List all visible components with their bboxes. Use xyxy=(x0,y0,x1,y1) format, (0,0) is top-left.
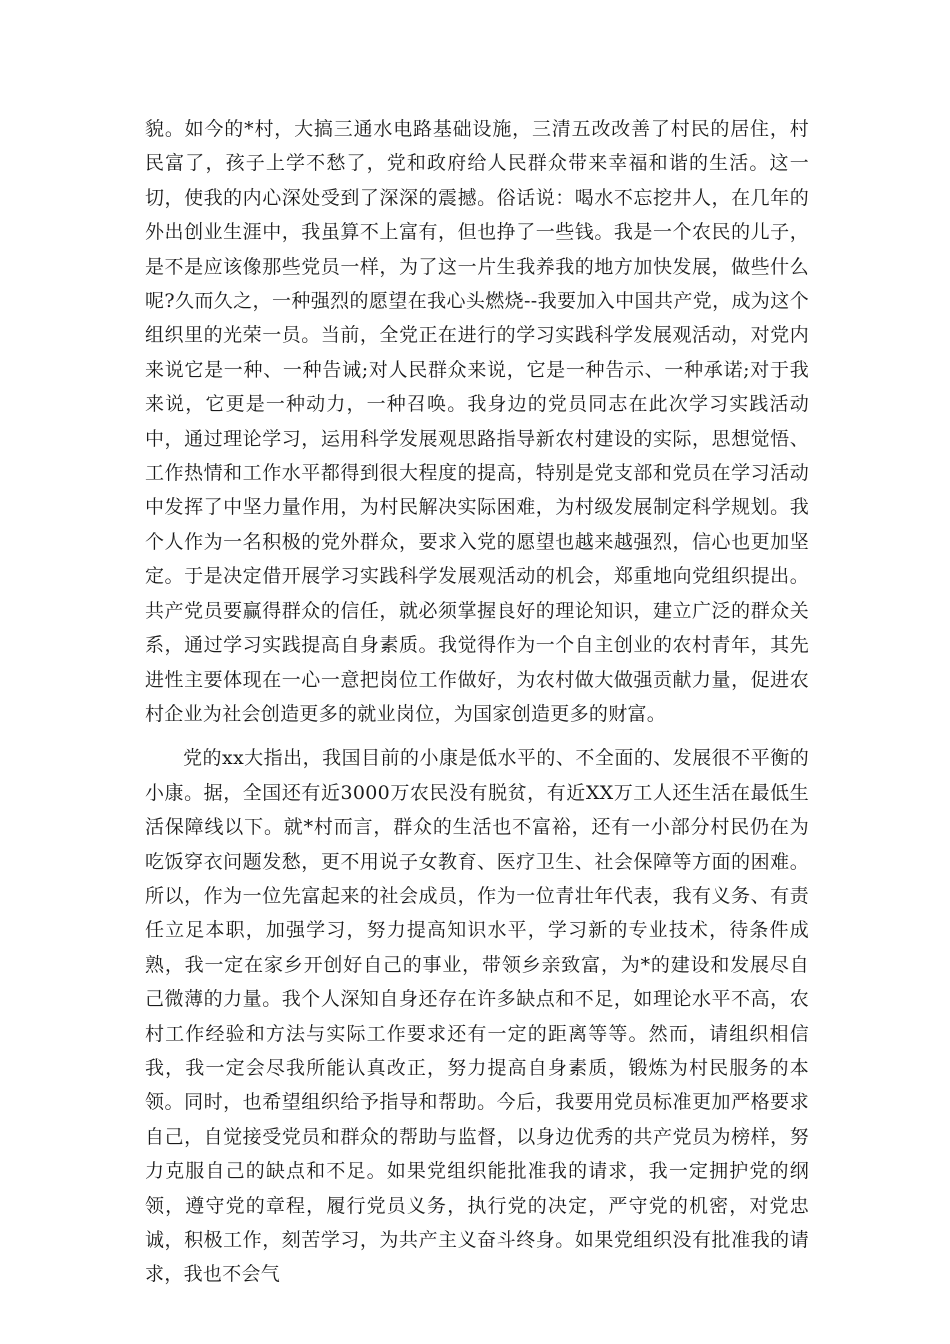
document-body xyxy=(145,112,809,1292)
paragraph-1: 貌。如今的*村，大搞三通水电路基础设施，三清五改改善了村民的居住，村民富了，孩子上学不愁了，党和政府给人民群众带来幸福和谐的生活。这一切，使我的内心深处受到了深深的震撼。俗话说：喝水不忘挖井人，在几年的外出创业生涯中，我虽算不上富有，但也挣了一些钱。我是一个农民的儿子，是不是应该像那些党员一样，为了这一片生我养我的地方加快发展，做些什么呢?久而久之，一种强烈的愿望在我心头燃烧--我要加入中国共产党，成为这个组织里的光荣一员。当前，全党正在进行的学习实践科学发展观活动，对党内来说它是一种、一种告诫;对人民群众来说，它是一种告示、一种承诺;对于我来说，它更是一种动力，一种召唤。我身边的党员同志在此次学习实践活动中，通过理论学习，运用科学发展观思路指导新农村建设的实际，思想觉悟、工作热情和工作水平都得到很大程度的提高，特别是党支部和党员在学习活动中发挥了中坚力量作用，为村民解决实际困难，为村级发展制定科学规划。我个人作为一名积极的党外群众，要求入党的愿望也越来越强烈，信心也更加坚定。于是决定借开展学习实践科学发展观活动的机会，郑重地向党组织提出。共产党员要赢得群众的信任，就必须掌握良好的理论知识，建立广泛的群众关系，通过学习实践提高自身素质。我觉得作为一个自主创业的农村青年，其先进性主要体现在一心一意把岗位工作做好，为农村做大做强贡献力量，促进农村企业为社会创造更多的就业岗位，为国家创造更多的财富。 xyxy=(145,118,809,725)
paragraph-2: 党的xx大指出，我国目前的小康是低水平的、不全面的、发展很不平衡的小康。据，全国还有近3000万农民没有脱贫，有近XX万工人还生活在最低生活保障线以下。就*村而言，群众的生活也不富裕，还有一小部分村民仍在为吃饭穿衣问题发愁，更不用说子女教育、医疗卫生、社会保障等方面的困难。所以，作为一位先富起来的社会成员，作为一位青壮年代表，我有义务、有责任立足本职，加强学习，努力提高知识水平，学习新的专业技术，待条件成熟，我一定在家乡开创好自己的事业，带领乡亲致富，为*的建设和发展尽自己微薄的力量。我个人深知自身还存在许多缺点和不足，如理论水平不高，农村工作经验和方法与实际工作要求还有一定的距离等等。然而，请组织相信我，我一定会尽我所能认真改正，努力提高自身素质，锻炼为村民服务的本领。同时，也希望组织给予指导和帮助。今后，我要用党员标准更加严格要求自己，自觉接受党员和群众的帮助与监督，以身边优秀的共产党员为榜样，努力克服自己的缺点和不足。如果党组织能批准我的请求，我一定拥护党的纲领，遵守党的章程，履行党员义务，执行党的决定，严守党的机密，对党忠诚，积极工作，刻苦学习，为共产主义奋斗终身。如果党组织没有批准我的请求，我也不会气 xyxy=(145,747,809,1286)
